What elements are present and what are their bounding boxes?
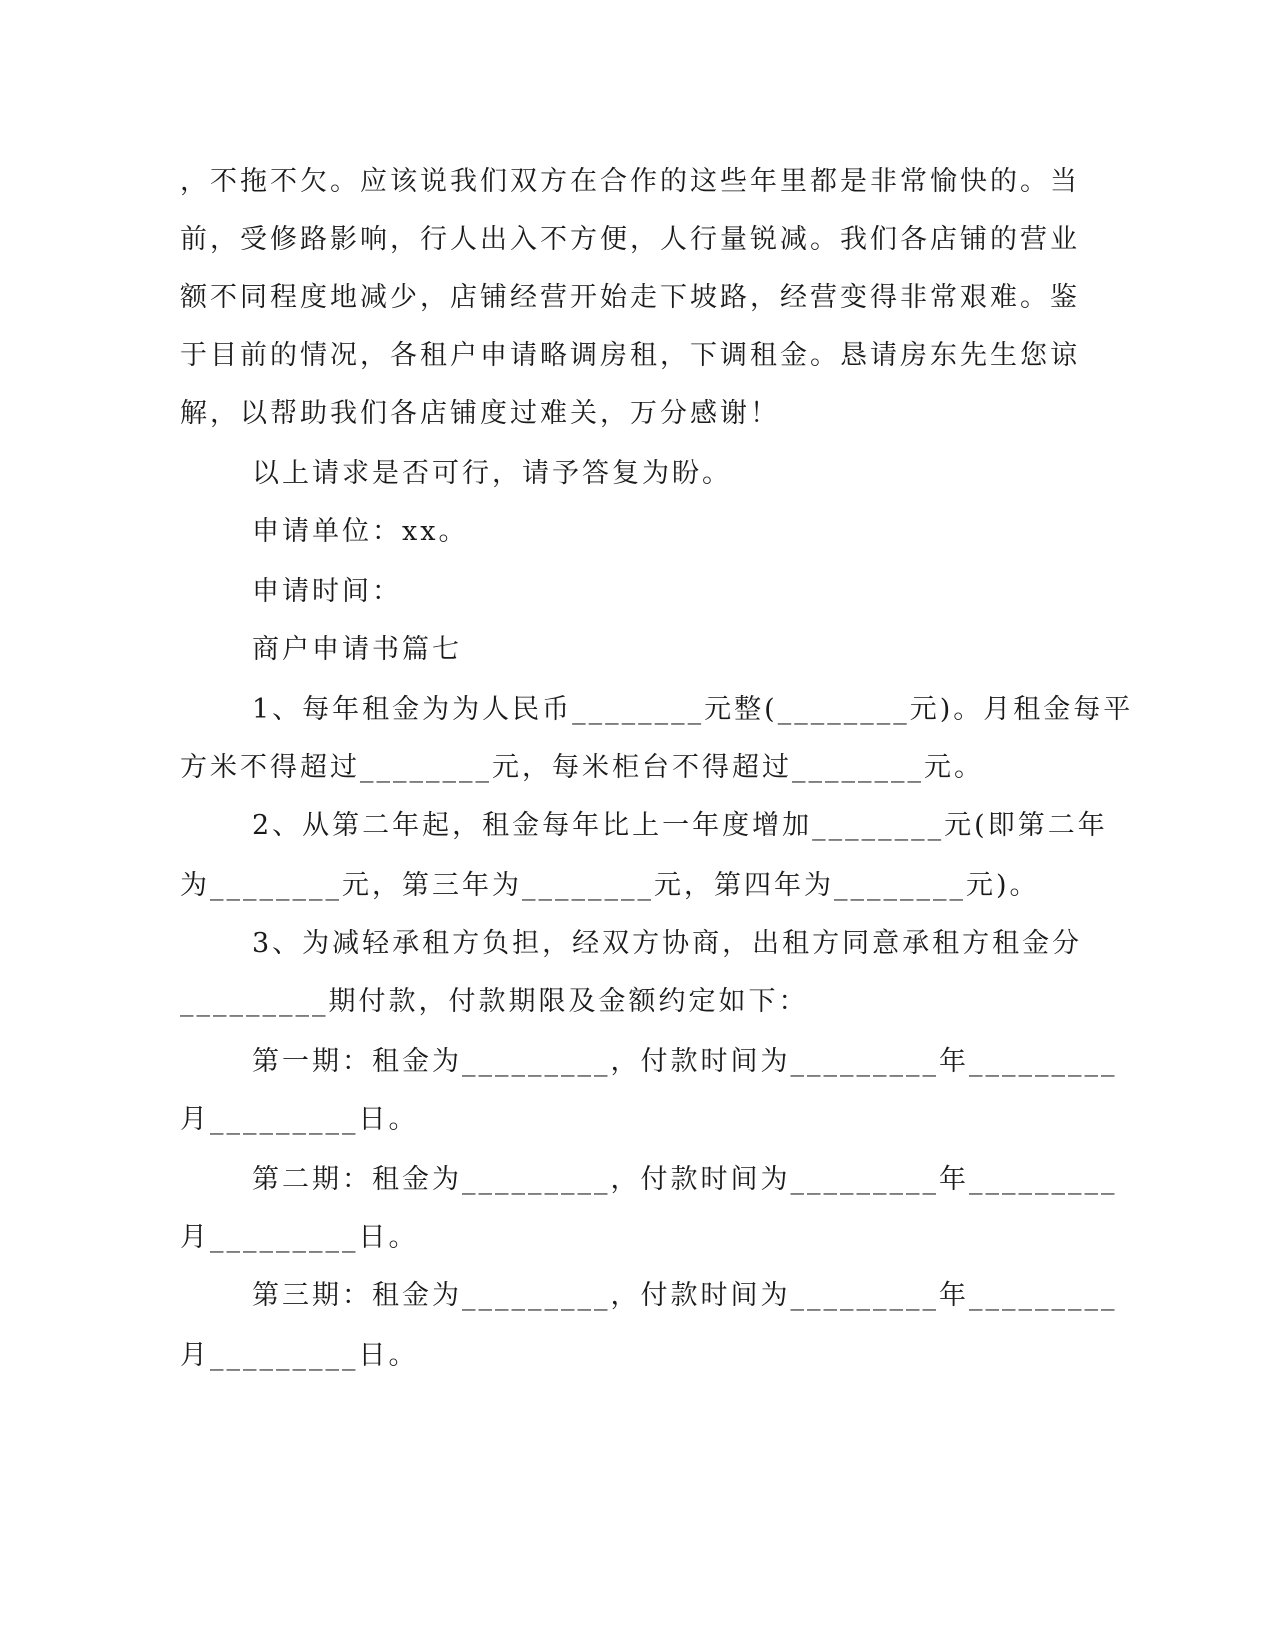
installment-2-line-1: 第二期：租金为_________，付款时间为_________年_________ xyxy=(252,1164,1118,1195)
section-heading: 商户申请书篇七 xyxy=(252,634,462,665)
paragraph-line-2: 前，受修路影响，行人出入不方便，人行量锐减。我们各店铺的营业 xyxy=(180,224,1080,255)
request-line: 以上请求是否可行，请予答复为盼。 xyxy=(252,458,732,489)
installment-1-line-1: 第一期：租金为_________，付款时间为_________年_________ xyxy=(252,1046,1118,1077)
paragraph-line-4: 于目前的情况，各租户申请略调房租，下调租金。恳请房东先生您谅 xyxy=(180,340,1080,371)
installment-1-line-2: 月_________日。 xyxy=(180,1104,419,1135)
installment-3-line-1: 第三期：租金为_________，付款时间为_________年_________ xyxy=(252,1280,1118,1311)
paragraph-line-5: 解，以帮助我们各店铺度过难关，万分感谢！ xyxy=(180,398,780,429)
clause-3-line-1: 3、为减轻承租方负担，经双方协商，出租方同意承租方租金分 xyxy=(252,928,1083,959)
clause-1-line-2: 方米不得超过________元，每米柜台不得超过________元。 xyxy=(180,752,984,783)
applicant-unit: 申请单位：xx。 xyxy=(252,516,469,547)
paragraph-line-1: ，不拖不欠。应该说我们双方在合作的这些年里都是非常愉快的。当 xyxy=(180,166,1080,197)
clause-1-line-1: 1、每年租金为为人民币________元整(________元)。月租金每平 xyxy=(252,694,1134,725)
installment-3-line-2: 月_________日。 xyxy=(180,1340,419,1371)
clause-3-line-2: _________期付款，付款期限及金额约定如下： xyxy=(180,986,809,1017)
installment-2-line-2: 月_________日。 xyxy=(180,1222,419,1253)
application-date: 申请时间： xyxy=(252,576,402,607)
clause-2-line-1: 2、从第二年起，租金每年比上一年度增加________元(即第二年 xyxy=(252,810,1108,841)
clause-2-line-2: 为________元，第三年为________元，第四年为________元)。 xyxy=(180,870,1040,901)
paragraph-line-3: 额不同程度地减少，店铺经营开始走下坡路，经营变得非常艰难。鉴 xyxy=(180,282,1080,313)
